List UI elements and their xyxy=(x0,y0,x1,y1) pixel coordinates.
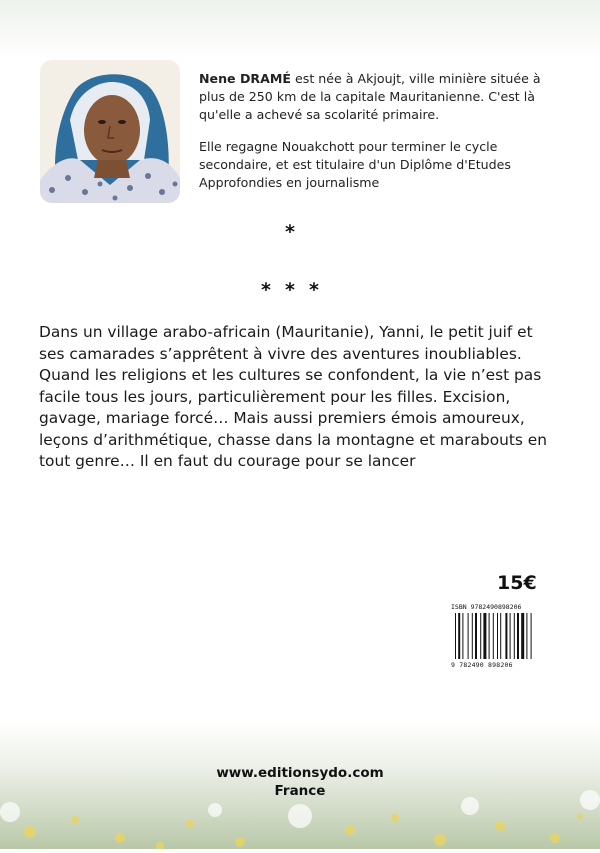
book-blurb: Dans un village arabo-africain (Mauritanie), Yanni, le petit juif et ses camarades s’apprêtent à vivre des aventures inoubliables. Quand les religions et les cultures se confondent, la vie n’est pas facile tous les jours, particulièrement pour les filles. Excision, gavage, mariage forcé… Mais aussi premiers émois amoureux, leçons d’arithmétique, chasse dans la montagne et marabouts en tout genre… Il en faut du courage pour se lancer xyxy=(39,323,548,470)
separator-star-1: * xyxy=(261,279,271,301)
author-bio-paragraph-1 xyxy=(199,70,569,124)
author-bio-text-1: est née à Akjoujt, ville minière située à plus de 250 km de la capitale Mauritanienne. C'est là qu'elle a achevé sa scolarité primaire. xyxy=(199,71,541,122)
isbn-digits: 9 782490 898206 xyxy=(451,661,513,669)
top-fade-background xyxy=(0,0,600,60)
isbn-barcode xyxy=(449,601,535,671)
isbn-label: ISBN 9782490898206 xyxy=(451,603,522,611)
separator-star-2: * xyxy=(285,279,295,301)
separator-star-3: * xyxy=(309,279,319,301)
separator-star: * xyxy=(285,221,295,243)
author-bio-paragraph-2: Elle regagne Nouakchott pour terminer le cycle secondaire, et est titulaire d'un Diplôme d'Etudes Approfondies en journalisme xyxy=(199,139,511,190)
author-name: Nene DRAMÉ xyxy=(199,71,292,86)
publisher-website[interactable]: www.editionsydo.com xyxy=(216,765,384,781)
price-tag: 15€ xyxy=(497,572,537,594)
publisher-country: France xyxy=(274,783,326,799)
author-photo xyxy=(40,60,180,203)
author-bio xyxy=(199,70,569,206)
